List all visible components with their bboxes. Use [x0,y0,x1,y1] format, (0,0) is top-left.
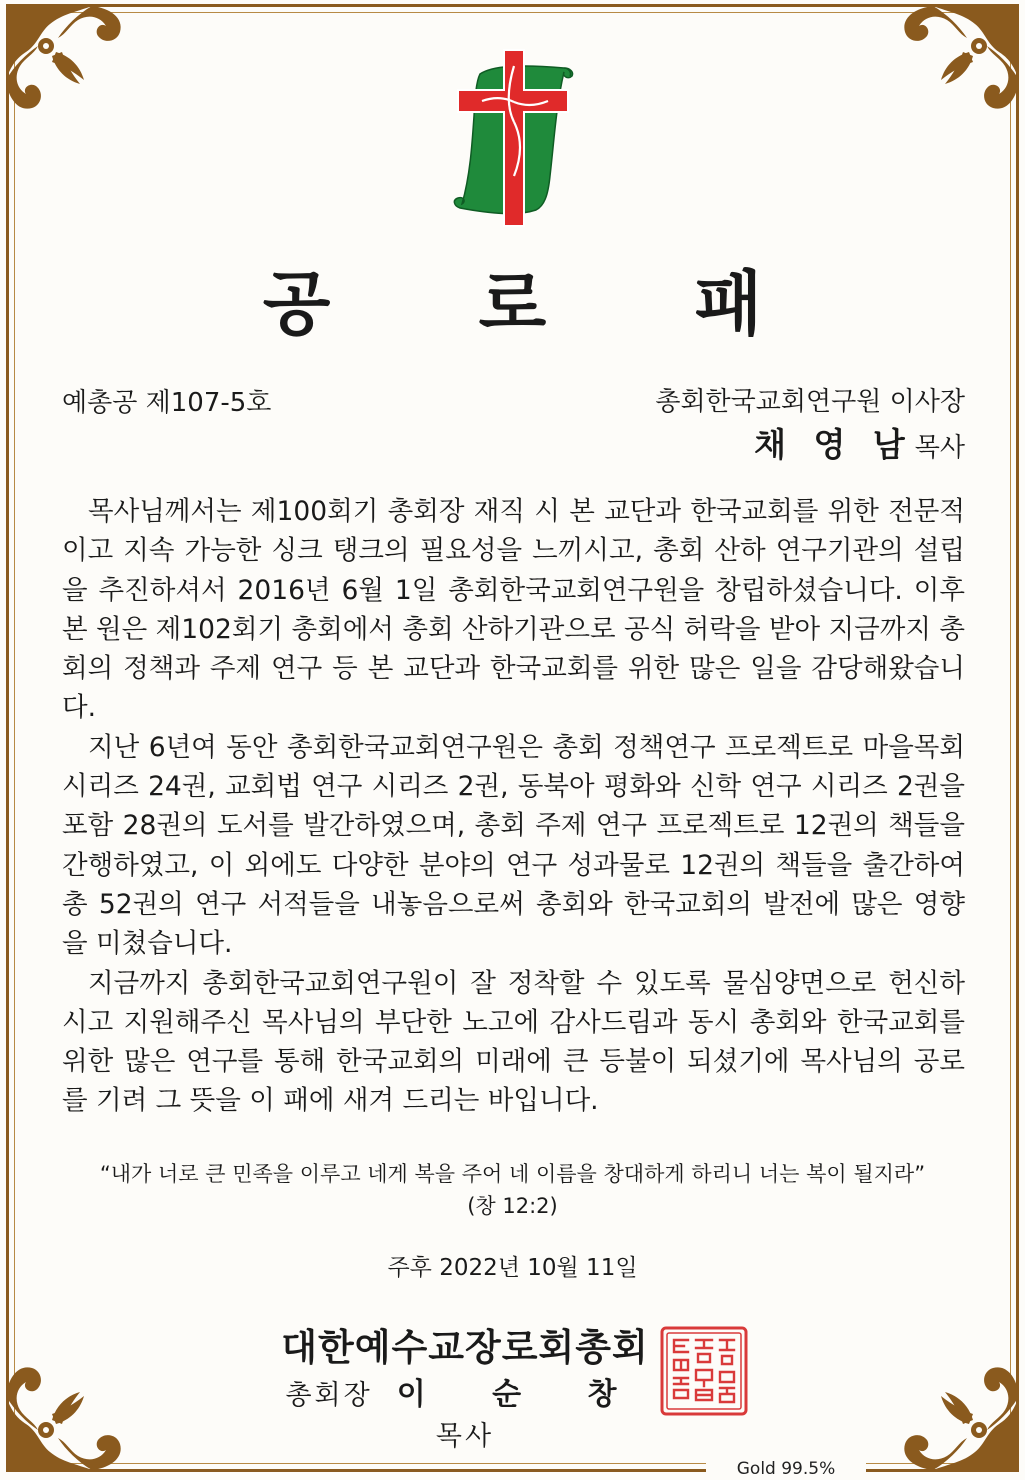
ornament-corner-icon [0,1336,140,1476]
recipient-name: 채 영 남 [754,425,913,464]
verse-text: “내가 너로 큰 민족을 이루고 네게 복을 주어 네 이름을 창대하게 하리니 너는 복이 될지라” [99,1162,926,1186]
issuer-title: 목사 [435,1421,495,1452]
issuer-organization: 대한예수교장로회총회 [281,1326,649,1369]
body-paragraph: 목사님께서는 제100회기 총회장 재직 시 본 교단과 한국교회를 위한 전문적이고 지속 가능한 싱크 탱크의 필요성을 느끼시고, 총회 산하 연구기관의 설립을 추진하셔서 2016년 6월 1일 총회한국교회연구원을 창립하셨습니다. 이후 본 원은 제102회기 총회에서 총회 산하기관으로 공식 허락을 받아 지금까지 총회의 정책과 주제 연구 등 본 교단과 한국교회를 위한 많은 일을 감당해왔습니다. [62,496,965,724]
ornament-corner-icon [885,0,1025,140]
ornament-corner-icon [885,1336,1025,1476]
recipient-organization: 총회한국교회연구원 이사장 [655,387,965,417]
gold-purity-tag: Gold 99.5% [706,1458,866,1480]
issuer-block [275,1325,655,1457]
official-seal-icon [660,1326,748,1416]
ornament-corner-icon [0,0,140,140]
recipient-title: 목사 [914,433,965,463]
church-cross-logo-icon [452,46,576,230]
recipient-name-line [655,426,965,470]
body-paragraph: 지금까지 총회한국교회연구원이 잘 정착할 수 있도록 물심양면으로 헌신하시고 지원해주신 목사님의 부단한 노고에 감사드림과 동시 총회와 한국교회를 위한 많은 연구를 통해 한국교회의 미래에 큰 등불이 되셨기에 목사님의 공로를 기려 그 뜻을 이 패에 새겨 드리는 바입니다. [62,967,965,1117]
citation-body [62,492,965,1121]
document-number: 예총공 제107-5호 [62,388,272,418]
issuer-name: 이 순 창 [396,1377,645,1412]
award-date: 주후 2022년 10월 11일 [387,1255,638,1281]
recipient-block [655,386,965,470]
scripture-verse [0,1158,1025,1222]
issuer-signature-line [275,1375,655,1457]
issuer-role: 총회장 [285,1380,373,1411]
page-title: 공 로 패 [262,263,825,345]
verse-reference: (창 12:2) [467,1194,558,1218]
body-paragraph: 지난 6년여 동안 총회한국교회연구원은 총회 정책연구 프로젝트로 마을목회 시리즈 24권, 교회법 연구 시리즈 2권, 동북아 평화와 신학 연구 시리즈 2권을 포함 28권의 도서를 발간하였으며, 총회 주제 연구 프로젝트로 12권의 책들을 간행하였고, 이 외에도 다양한 분야의 연구 성과물로 12권의 책들을 출간하여 총 52권의 연구 서적들을 내놓음으로써 총회와 한국교회의 발전에 많은 영향을 미쳤습니다. [62,731,965,960]
